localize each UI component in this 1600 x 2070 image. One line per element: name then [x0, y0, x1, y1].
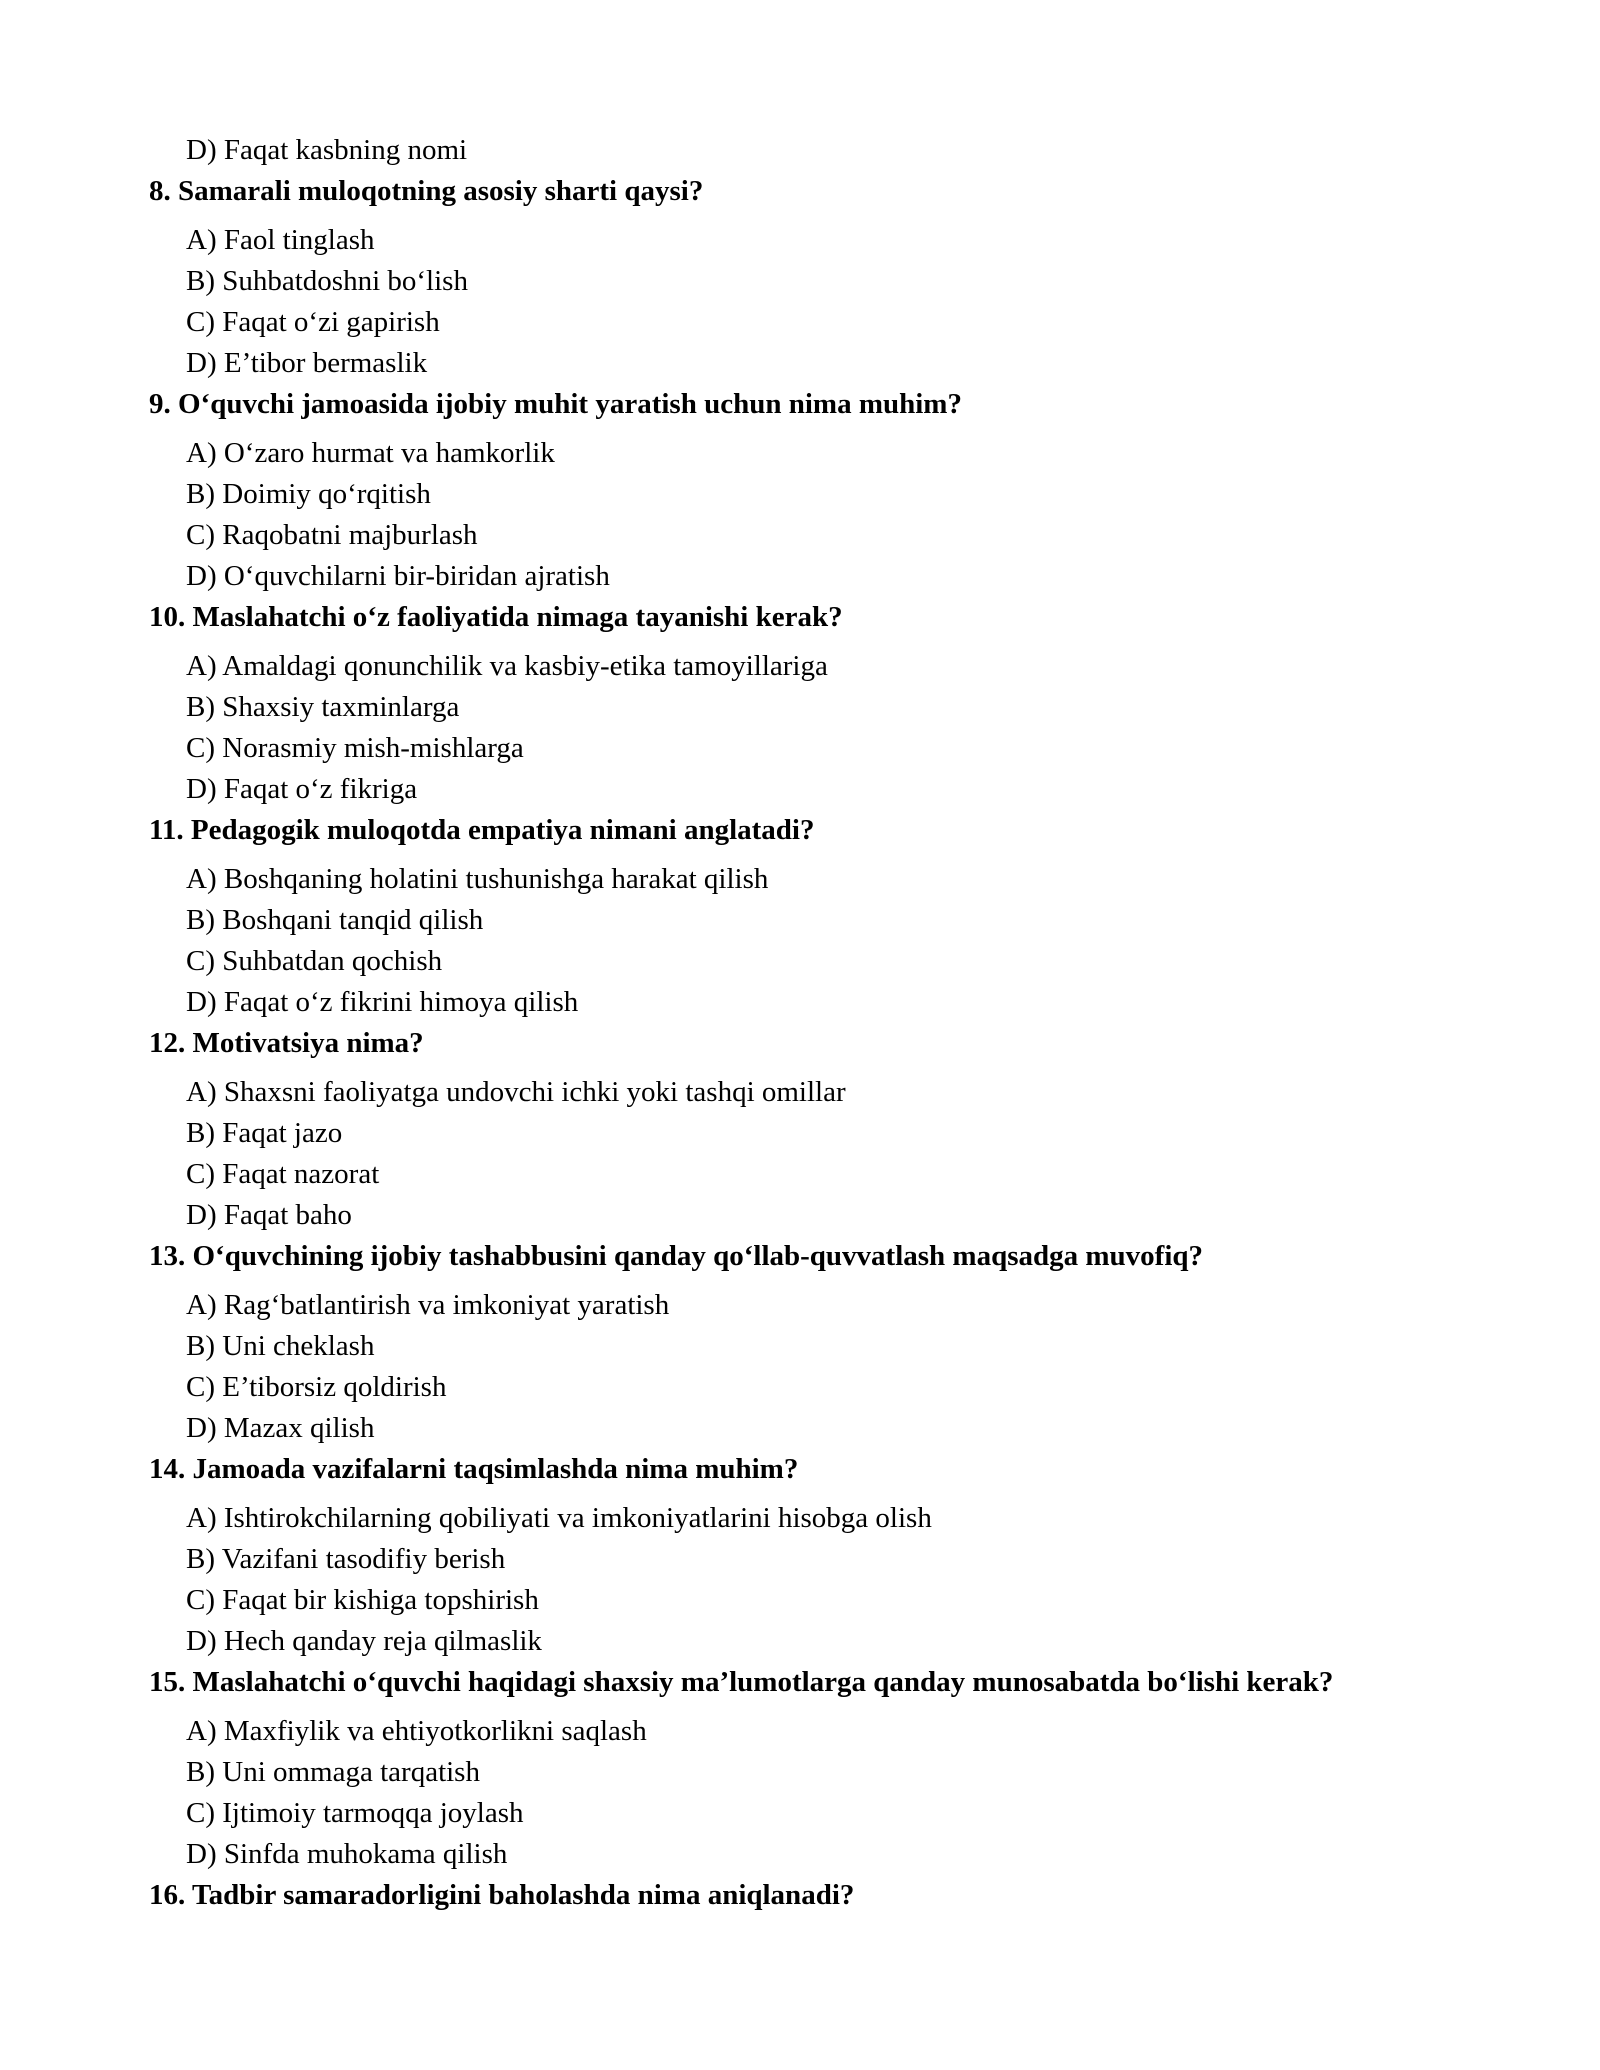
leading-option: D) Faqat kasbning nomi	[186, 134, 468, 166]
question-title: 11. Pedagogik muloqotda empatiya nimani anglatadi?	[149, 814, 815, 846]
answer-option: A) Faol tinglash	[186, 224, 375, 256]
answer-option: B) Faqat jazo	[186, 1117, 343, 1149]
answer-option: D) Hech qanday reja qilmaslik	[186, 1625, 542, 1657]
answer-option: A) Amaldagi qonunchilik va kasbiy-etika tamoyillariga	[186, 650, 828, 682]
answer-option: A) Rag‘batlantirish va imkoniyat yaratish	[186, 1289, 670, 1321]
question-list	[149, 171, 1540, 1916]
answer-option: B) Suhbatdoshni bo‘lish	[186, 265, 468, 297]
question-title: 10. Maslahatchi o‘z faoliyatida nimaga tayanishi kerak?	[149, 601, 843, 633]
answer-option: C) Faqat bir kishiga topshirish	[186, 1584, 539, 1616]
answer-option: D) Sinfda muhokama qilish	[186, 1838, 508, 1870]
answer-option: A) Maxfiylik va ehtiyotkorlikni saqlash	[186, 1715, 647, 1747]
answer-option: C) Faqat o‘zi gapirish	[186, 306, 440, 338]
answer-option: D) Mazax qilish	[186, 1412, 375, 1444]
answer-option: D) O‘quvchilarni bir-biridan ajratish	[186, 560, 610, 592]
answer-option: D) Faqat o‘z fikriga	[186, 773, 418, 805]
question-block	[149, 1449, 1540, 1662]
answer-option: D) Faqat o‘z fikrini himoya qilish	[186, 986, 579, 1018]
question-block	[149, 810, 1540, 1023]
question-title: 14. Jamoada vazifalarni taqsimlashda nima muhim?	[149, 1453, 799, 1485]
question-title: 8. Samarali muloqotning asosiy sharti qaysi?	[149, 175, 704, 207]
question-title: 13. O‘quvchining ijobiy tashabbusini qanday qo‘llab-quvvatlash maqsadga muvofiq?	[149, 1240, 1204, 1272]
answer-option: B) Boshqani tanqid qilish	[186, 904, 484, 936]
answer-option: A) Shaxsni faoliyatga undovchi ichki yoki tashqi omillar	[186, 1076, 846, 1108]
answer-option: C) Suhbatdan qochish	[186, 945, 443, 977]
question-title: 12. Motivatsiya nima?	[149, 1027, 424, 1059]
answer-option: B) Shaxsiy taxminlarga	[186, 691, 460, 723]
answer-option: C) Ijtimoiy tarmoqqa joylash	[186, 1797, 524, 1829]
question-title: 15. Maslahatchi o‘quvchi haqidagi shaxsiy ma’lumotlarga qanday munosabatda bo‘lishi kerak?	[149, 1666, 1334, 1698]
answer-option: B) Uni cheklash	[186, 1330, 375, 1362]
question-block	[149, 171, 1540, 384]
answer-option: D) Faqat baho	[186, 1199, 352, 1231]
answer-option: C) Raqobatni majburlash	[186, 519, 478, 551]
answer-option: A) O‘zaro hurmat va hamkorlik	[186, 437, 555, 469]
answer-option: A) Boshqaning holatini tushunishga harakat qilish	[186, 863, 769, 895]
answer-option: A) Ishtirokchilarning qobiliyati va imkoniyatlarini hisobga olish	[186, 1502, 932, 1534]
question-block	[149, 1662, 1540, 1875]
answer-option: D) E’tibor bermaslik	[186, 347, 428, 379]
answer-option: B) Uni ommaga tarqatish	[186, 1756, 480, 1788]
answer-option: B) Doimiy qo‘rqitish	[186, 478, 431, 510]
question-title: 16. Tadbir samaradorligini baholashda nima aniqlanadi?	[149, 1879, 855, 1911]
question-title: 9. O‘quvchi jamoasida ijobiy muhit yaratish uchun nima muhim?	[149, 388, 962, 420]
question-block	[149, 384, 1540, 597]
answer-option: C) E’tiborsiz qoldirish	[186, 1371, 447, 1403]
question-block	[149, 1236, 1540, 1449]
question-block	[149, 1875, 1540, 1916]
answer-option: B) Vazifani tasodifiy berish	[186, 1543, 506, 1575]
question-block	[149, 597, 1540, 810]
answer-option: C) Faqat nazorat	[186, 1158, 380, 1190]
question-block	[149, 1023, 1540, 1236]
answer-option: C) Norasmiy mish-mishlarga	[186, 732, 524, 764]
